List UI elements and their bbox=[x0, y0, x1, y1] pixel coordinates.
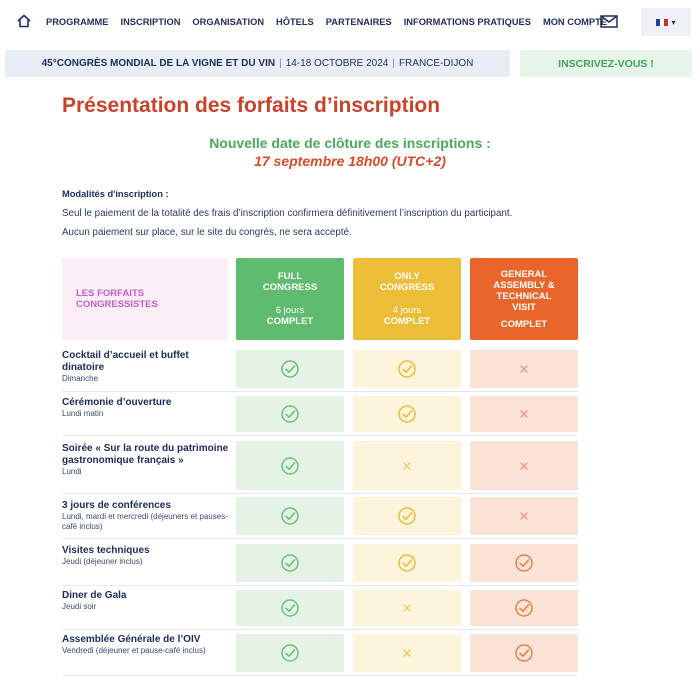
language-selector[interactable] bbox=[641, 8, 691, 36]
top-navigation bbox=[0, 0, 700, 44]
deadline-heading: Nouvelle date de clôture des inscriptions : bbox=[209, 135, 491, 151]
row-subtitle: Dimanche bbox=[62, 374, 99, 383]
row-subtitle: Jeudi soir bbox=[62, 602, 97, 611]
table-cell bbox=[353, 634, 461, 672]
packages-label-header-line: LES FORFAITS bbox=[76, 288, 145, 299]
check-icon bbox=[280, 553, 300, 573]
row-divider bbox=[62, 538, 578, 539]
package-name: TECHNICAL bbox=[496, 290, 552, 302]
row-title: Cérémonie d’ouverture bbox=[62, 397, 172, 408]
event-banner bbox=[5, 50, 510, 77]
row-title: Assemblée Générale de l’OIV bbox=[62, 634, 201, 645]
row-subtitle: Lundi, mardi et mercredi (déjeuners et pauses-café inclus) bbox=[62, 512, 228, 531]
table-cell bbox=[470, 590, 578, 626]
table-cell bbox=[353, 590, 461, 626]
banner-separator: | bbox=[279, 58, 282, 69]
table-row-label bbox=[62, 350, 230, 384]
row-subtitle: Lundi matin bbox=[62, 409, 104, 418]
modalites-text-1: Seul le paiement de la totalité des frais d’inscription confirmera définitivement l’inscription du participant. bbox=[62, 208, 513, 219]
row-divider bbox=[62, 391, 578, 392]
table-cell bbox=[236, 634, 344, 672]
check-icon bbox=[280, 359, 300, 379]
package-status: COMPLET bbox=[500, 318, 548, 330]
row-divider bbox=[62, 493, 578, 494]
nav-menu bbox=[46, 0, 619, 44]
table-row-label bbox=[62, 397, 230, 419]
package-name: GENERAL bbox=[500, 268, 548, 280]
row-divider bbox=[62, 675, 578, 676]
table-row-label bbox=[62, 500, 230, 532]
table-cell bbox=[353, 497, 461, 535]
table-cell bbox=[470, 350, 578, 388]
table-cell bbox=[353, 350, 461, 388]
language-caret: ▾ bbox=[671, 17, 676, 27]
home-icon[interactable] bbox=[16, 13, 32, 29]
mail-icon[interactable] bbox=[600, 15, 618, 28]
package-name: CONGRESS bbox=[379, 282, 435, 293]
banner-separator: | bbox=[392, 58, 395, 69]
check-icon bbox=[280, 598, 300, 618]
package-name: ASSEMBLY & bbox=[493, 279, 555, 291]
check-icon bbox=[280, 404, 300, 424]
check-icon bbox=[397, 506, 417, 526]
modalites-title: Modalités d'inscription : bbox=[62, 189, 169, 199]
table-row-label bbox=[62, 590, 230, 612]
row-title: 3 jours de conférences bbox=[62, 500, 171, 511]
table-row-label bbox=[62, 634, 230, 656]
check-icon bbox=[514, 643, 534, 663]
package-header bbox=[353, 258, 461, 340]
package-status: COMPLET bbox=[266, 316, 314, 327]
page-title: Présentation des forfaits d’inscription bbox=[62, 94, 441, 117]
row-divider bbox=[62, 585, 578, 586]
nav-item[interactable]: PROGRAMME bbox=[46, 17, 109, 27]
table-cell bbox=[236, 396, 344, 432]
package-name: CONGRESS bbox=[262, 282, 318, 293]
cross-icon bbox=[401, 647, 413, 659]
package-status: COMPLET bbox=[383, 316, 431, 327]
check-icon bbox=[514, 553, 534, 573]
table-cell bbox=[470, 396, 578, 432]
row-subtitle: Jeudi (déjeuner inclus) bbox=[62, 557, 143, 566]
row-divider bbox=[62, 629, 578, 630]
table-cell bbox=[353, 544, 461, 582]
package-name: FULL bbox=[277, 271, 303, 282]
cross-icon bbox=[518, 363, 530, 375]
register-button[interactable]: INSCRIVEZ-VOUS ! bbox=[520, 50, 692, 77]
check-icon bbox=[397, 404, 417, 424]
row-subtitle: Lundi bbox=[62, 467, 82, 476]
table-cell bbox=[353, 396, 461, 432]
table-cell bbox=[470, 441, 578, 490]
package-name: ONLY bbox=[394, 271, 420, 282]
table-cell bbox=[236, 441, 344, 490]
packages-label-header bbox=[62, 258, 228, 340]
package-duration: 4 jours bbox=[392, 305, 422, 316]
check-icon bbox=[280, 506, 300, 526]
package-name: VISIT bbox=[512, 301, 536, 313]
nav-item[interactable]: INSCRIPTION bbox=[120, 17, 181, 27]
table-cell bbox=[470, 544, 578, 582]
table-row-label bbox=[62, 545, 230, 567]
event-name: 45°CONGRÈS MONDIAL DE LA VIGNE ET DU VIN bbox=[41, 58, 276, 69]
table-cell bbox=[470, 497, 578, 535]
event-dates: 14-18 OCTOBRE 2024 bbox=[285, 58, 389, 69]
event-place: FRANCE-DIJON bbox=[398, 58, 474, 69]
nav-item[interactable]: HÔTELS bbox=[276, 17, 314, 27]
row-title: Diner de Gala bbox=[62, 590, 127, 601]
table-cell bbox=[353, 441, 461, 490]
row-title: Visites techniques bbox=[62, 545, 150, 556]
row-divider bbox=[62, 435, 578, 436]
cross-icon bbox=[518, 408, 530, 420]
cross-icon bbox=[401, 602, 413, 614]
check-icon bbox=[280, 643, 300, 663]
package-header bbox=[470, 258, 578, 340]
table-cell bbox=[470, 634, 578, 672]
nav-item[interactable]: INFORMATIONS PRATIQUES bbox=[403, 17, 531, 27]
package-duration: 6 jours bbox=[275, 305, 305, 316]
modalites-text-2: Aucun paiement sur place, sur le site du congrès, ne sera accepté. bbox=[62, 227, 352, 238]
french-flag-icon bbox=[656, 19, 667, 26]
row-title: Cocktail d’accueil et buffet dinatoire bbox=[62, 350, 189, 373]
cross-icon bbox=[518, 460, 530, 472]
row-title: Soirée « Sur la route du patrimoine gastronomique français » bbox=[62, 443, 229, 466]
package-header bbox=[236, 258, 344, 340]
check-icon bbox=[397, 359, 417, 379]
nav-item[interactable]: ORGANISATION bbox=[192, 17, 265, 27]
check-icon bbox=[514, 598, 534, 618]
table-cell bbox=[236, 590, 344, 626]
table-row-label bbox=[62, 443, 230, 477]
check-icon bbox=[280, 456, 300, 476]
table-cell bbox=[236, 350, 344, 388]
deadline-date: 17 septembre 18h00 (UTC+2) bbox=[254, 153, 446, 169]
check-icon bbox=[397, 553, 417, 573]
cross-icon bbox=[401, 460, 413, 472]
table-cell bbox=[236, 497, 344, 535]
cross-icon bbox=[518, 510, 530, 522]
nav-item[interactable]: PARTENAIRES bbox=[325, 17, 392, 27]
nav-item[interactable]: MON COMPTE bbox=[542, 17, 607, 27]
row-subtitle: Vendredi (déjeuner et pause-café inclus) bbox=[62, 646, 206, 655]
packages-label-header-line: CONGRESSISTES bbox=[76, 299, 158, 310]
table-cell bbox=[236, 544, 344, 582]
